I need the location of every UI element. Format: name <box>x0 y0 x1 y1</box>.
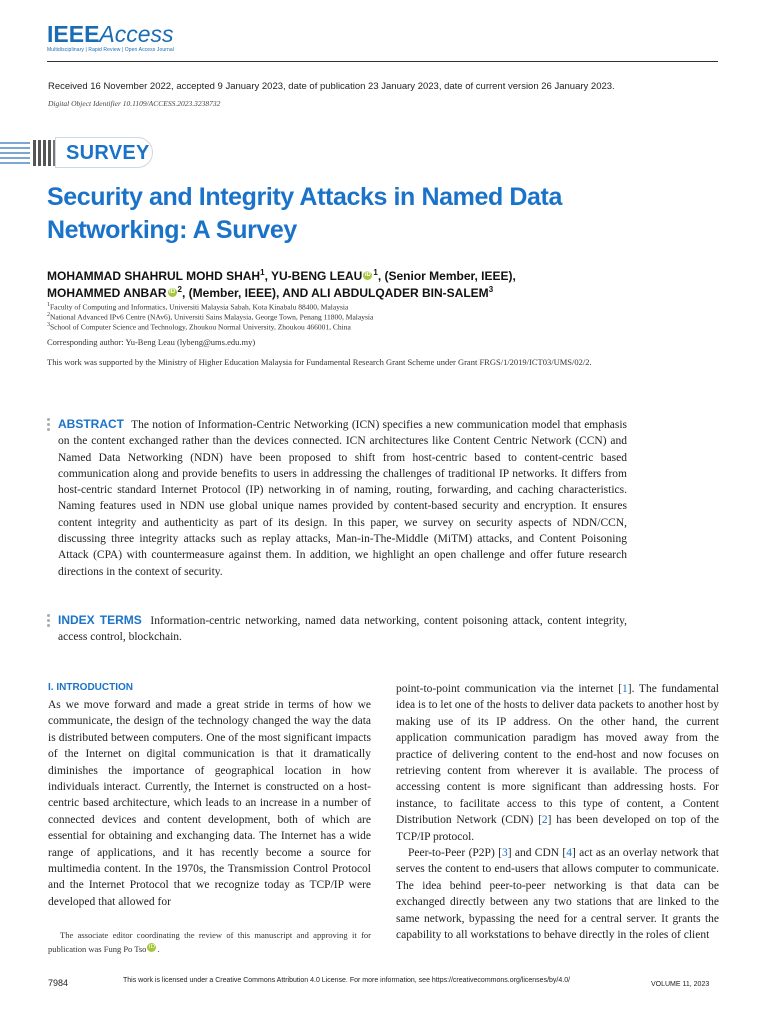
affiliation-marker: 2 <box>177 285 182 294</box>
page-number: 7984 <box>48 978 69 988</box>
received-dates: Received 16 November 2022, accepted 9 January 2023, date of publication 23 January 2023, date of current version 26 January 2023. <box>48 81 615 92</box>
journal-tagline: Multidisciplinary | Rapid Review | Open Access Journal <box>47 47 174 53</box>
index-terms <box>58 612 627 646</box>
funding-note: This work was supported by the Ministry of Higher Education Malaysia for Fundamental Research Grant Scheme under Grant FRGS/1/2019/ICT03/UMS/02/2. <box>47 357 592 367</box>
header-rule <box>47 61 718 62</box>
abstract-text: The notion of Information-Centric Networking (ICN) specifies a new communication model that emphasis on the content exchanged rather than the devices connected. ICN architectures like Content Centric Network (CCN) and Named Data Networking (NDN) have been proposed to shift from host-centric based to content-centric based communication along and provide benefits to users in addressing the challenges of traditional IP networks. It differs from host-centric standard Internet Protocol (IP) networking in of naming, routing, forwarding, and caching characteristics. Naming features used in NDN use global unique names provided by content-based security and encryption. It ensures content integrity and authenticity as part of its design. In this paper, we survey on security aspects of NDN/CCN, discussing three integrity attacks such as replay attacks, Man-in-The-Middle (MiTM) attacks, and Content Poisoning Attack (CPA) with countermeasure against them. In addition, we highlight an open challenge and offer future research directions in the context of security. <box>58 419 627 578</box>
affiliation <box>47 312 373 322</box>
journal-name-bold: IEEE <box>47 21 100 47</box>
affiliation-text: Faculty of Computing and Informatics, Universiti Malaysia Sabah, Kota Kinabalu 88400, Malaysia <box>50 302 349 312</box>
author-note: , (Senior Member, IEEE), <box>377 269 516 283</box>
dots-icon <box>47 614 50 629</box>
paragraph: As we move forward and made a great stride in terms of how we communicate, the design of the technology changed the way the data is distributed between computers. One of the most significant impacts of the Internet on digital communication is that it dramatically diminishes the importance of geographical location in how individuals interact. Currently, the Internet is constructed on a host-centric based architecture, which leads to an increase in a number of connected devices and content development, both of which are essential for obtaining and exchanging data. The Internet has a wide range of applications, and it has recently become a source for multimedia content. In the 1970s, the Transmission Control Protocol and the Internet Protocol that we recognize today as TCP/IP were developed that allowed for <box>48 699 371 908</box>
affiliation <box>47 302 348 312</box>
citation-link[interactable]: 1 <box>621 683 628 695</box>
affiliation <box>47 322 351 332</box>
section-banner <box>0 136 155 170</box>
dots-icon <box>47 418 50 433</box>
doi: Digital Object Identifier 10.1109/ACCESS.2023.3238732 <box>48 99 221 108</box>
affiliation-number: 1 <box>47 302 50 308</box>
paragraph: point-to-point communication via the internet [1]. The fundamental idea is to let one of the hosts to deliver data packets to another host by making use of its IP address. On the other hand, the current application communication paradigm has moved away from the practice of delivering content to the end-host and now focuses on retrieving content from wherever it is available. The process of accessing content is more significant than addressing hosts. For instance, to facilitate access to this type of content, a Content Distribution Network (CDN) [2] has been developed on top of the TCP/IP protocol. <box>396 683 719 843</box>
author-line-1: MOHAMMAD SHAHRUL MOHD SHAH$^1$, YU-BENG LEAU iD $^1$, (Senior Member, IEEE), <box>47 268 516 283</box>
citation-link[interactable]: 4 <box>566 847 572 860</box>
section-label: SURVEY <box>66 142 150 164</box>
affiliation-number: 3 <box>47 322 50 328</box>
author-note: , (Member, IEEE), AND ALI ABDULQADER BIN-SALEM <box>182 286 489 300</box>
paragraph: Peer-to-Peer (P2P) [3] and CDN [4] act as an overlay network that serves the content to end-users that allows computer to communicate. The idea behind peer-to-peer networking is that data can be exchanged directly between any two stations that are linked to the same network, bypassing the need for a central server. It grants the capability to all workstations to behave directly in the roles of client <box>396 847 719 942</box>
affiliation-marker: 3 <box>488 285 494 294</box>
journal-name-italic: Access <box>99 21 174 47</box>
abstract <box>58 416 627 580</box>
index-terms-text: Information-centric networking, named data networking, content poisoning attack, content integrity, access control, blockchain. <box>58 615 628 644</box>
author-line-2 <box>47 285 493 300</box>
affiliation-text: School of Computer Science and Technology, Zhoukou Normal University, Zhoukou 466001, China <box>50 322 351 332</box>
corresponding-author: Corresponding author: Yu-Beng Leau (lybeng@ums.edu.my) <box>47 337 256 347</box>
volume-info: VOLUME 11, 2023 <box>651 981 710 988</box>
orcid-icon[interactable]: iD <box>169 289 176 295</box>
affiliation-marker: 1 <box>260 268 265 277</box>
editor-footnote: The associate editor coordinating the review of this manuscript and approving it for publication was Fung Po Tso iD . <box>48 930 371 954</box>
affiliation-marker: 1 <box>373 268 378 277</box>
index-terms-heading: INDEX TERMS <box>58 613 142 627</box>
author-name: MOHAMMAD SHAHRUL MOHD SHAH <box>47 269 261 283</box>
affiliation-text: National Advanced IPv6 Centre (NAv6), Universiti Sains Malaysia, George Town, Penang 11800, Malaysia <box>50 312 374 322</box>
author-name: YU-BENG LEAU <box>271 269 363 283</box>
orcid-icon[interactable]: iD <box>148 944 155 950</box>
citation-link[interactable]: 2 <box>541 814 548 827</box>
author-name: MOHAMMED ANBAR <box>47 286 167 300</box>
left-column <box>48 697 371 910</box>
abstract-heading: ABSTRACT <box>58 417 124 431</box>
journal-logo <box>47 22 174 53</box>
paper-title: Security and Integrity Attacks in Named Data Networking: A Survey <box>47 183 562 244</box>
affiliation-number: 2 <box>47 312 50 318</box>
orcid-icon[interactable]: iD <box>364 272 371 278</box>
section-heading: I. INTRODUCTION <box>48 682 133 693</box>
citation-link[interactable]: 3 <box>501 847 508 860</box>
right-column <box>396 681 719 944</box>
license-notice: This work is licensed under a Creative Commons Attribution 4.0 License. For more information, see https://creativecommons.org/licenses/by/4.0/ <box>123 977 571 984</box>
